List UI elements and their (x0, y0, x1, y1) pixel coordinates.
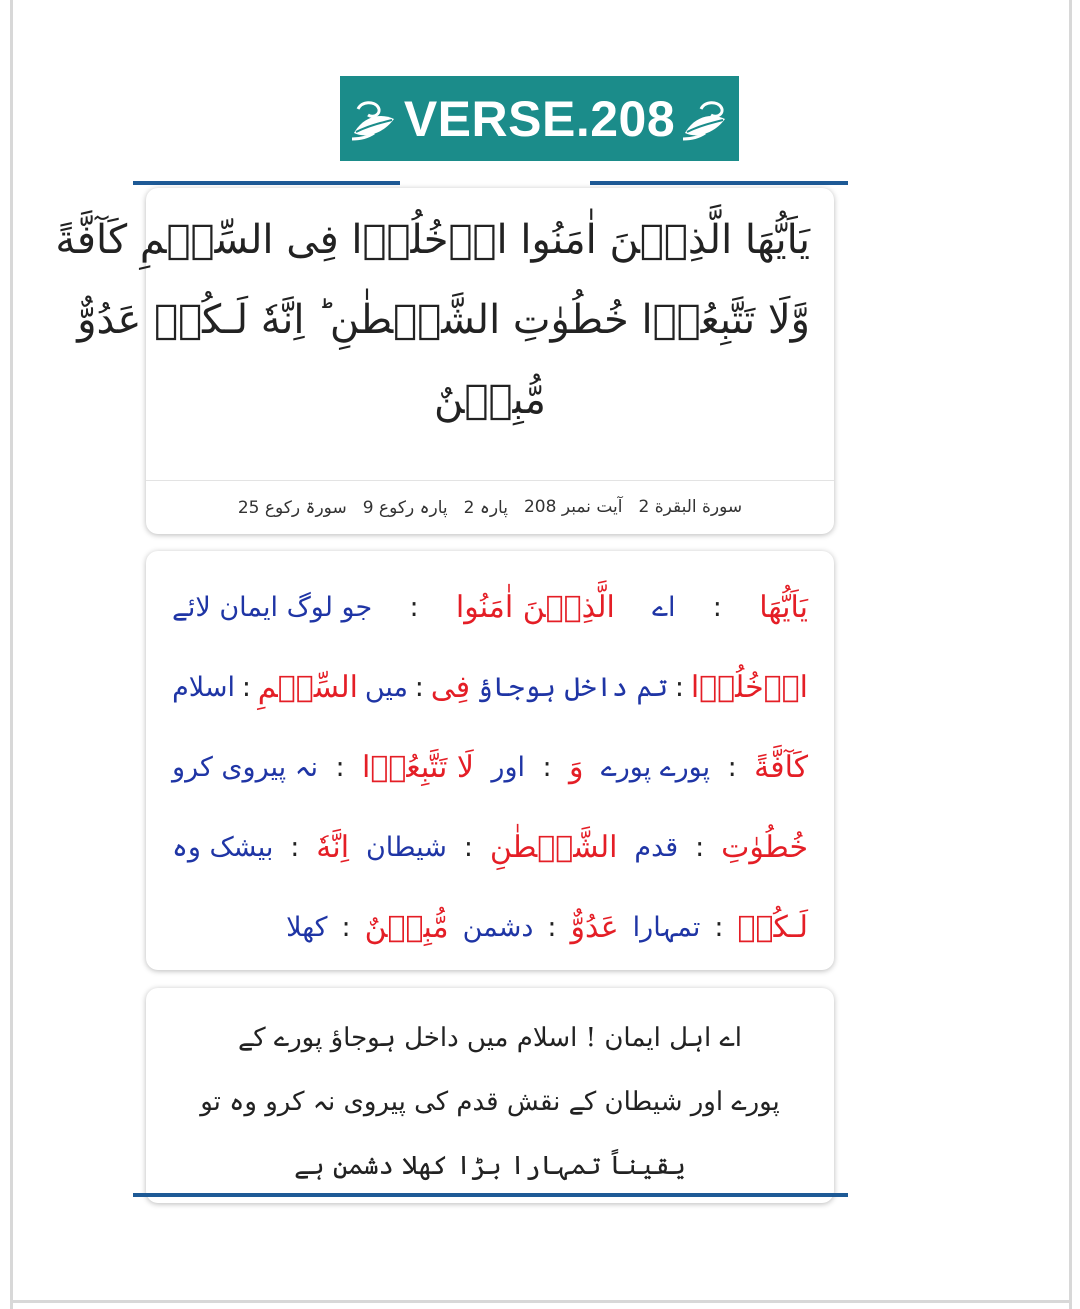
wbw-arabic: خُطُوٰتِ (721, 829, 808, 865)
wbw-separator: : (290, 831, 300, 863)
wbw-separator: : (695, 831, 705, 863)
wbw-arabic: الَّذِيۡنَ اٰمَنُوا (455, 589, 615, 625)
ref-ayat: آیت نمبر 208 (523, 497, 623, 517)
leaf-ornament-icon (679, 93, 731, 145)
leaf-ornament-icon (348, 93, 400, 145)
urdu-translation (146, 988, 834, 1198)
wbw-separator: : (414, 671, 424, 703)
wbw-line (172, 567, 808, 647)
wbw-separator: : (409, 591, 419, 623)
wbw-arabic: عَدُوٌّ (570, 909, 619, 945)
wbw-arabic: السِّلۡمِ (257, 669, 358, 705)
wbw-separator: : (712, 591, 722, 623)
wbw-line (172, 807, 808, 887)
translation-line: پورے اور شیطان کے نقش قدم کی پیروی نہ کرو وہ تو (200, 1087, 780, 1117)
wbw-separator: : (463, 831, 473, 863)
wbw-urdu: نہ پیروی کرو (172, 751, 319, 783)
wbw-urdu: بیشک وہ (172, 831, 274, 863)
verse-line: وَّلَا تَتَّبِعُوۡا خُطُوٰتِ الشَّيۡطٰنِ ؕ اِنَّهٗ لَـكُمۡ عَدُوٌّ (77, 297, 810, 343)
wbw-line (172, 647, 808, 727)
wbw-arabic: فِى (430, 669, 471, 705)
wbw-separator: : (714, 911, 724, 943)
ref-para-ruku: پارہ رکوع 9 (362, 497, 448, 518)
wbw-separator: : (335, 751, 345, 783)
wbw-arabic: الشَّيۡطٰنِ (489, 829, 618, 865)
wbw-arabic: كَآفَّةً (754, 749, 808, 785)
rule-gap (400, 181, 590, 185)
wbw-urdu: تمہارا (632, 911, 701, 943)
wbw-arabic: يَاَيُّهَا (759, 589, 808, 625)
wbw-urdu: شیطان (365, 831, 447, 863)
wbw-separator: : (674, 671, 685, 703)
wbw-urdu: دشمن (462, 911, 534, 943)
bottom-rule (133, 1193, 848, 1197)
wbw-urdu: تم داخل ہوجاؤ (476, 671, 669, 703)
page-title: VERSE.208 (403, 90, 676, 147)
ref-surah-ruku: سورۃ رکوع 25 (237, 497, 347, 518)
verse-line: يَاَيُّهَا الَّذِيۡنَ اٰمَنُوا ادۡخُلُوۡا فِى السِّلۡمِ كَآفَّةً (55, 217, 810, 263)
wbw-arabic: مُّبِيۡنٌ (364, 909, 449, 945)
card-divider (146, 480, 834, 481)
wbw-arabic: اِنَّهٗ (316, 829, 350, 865)
word-by-word-card (146, 551, 834, 970)
verse-line: مُّبِيۡنٌ (434, 377, 546, 423)
translation-line: اے اہل ایمان ! اسلام میں داخل ہوجاؤ پورے کے (238, 1023, 742, 1053)
wbw-separator: : (727, 751, 737, 783)
wbw-urdu: کھلا (286, 911, 328, 943)
arabic-verse (55, 188, 834, 440)
title-banner (340, 76, 739, 161)
verse-reference (146, 484, 834, 530)
wbw-separator: : (547, 911, 557, 943)
wbw-urdu: اور (491, 751, 525, 783)
wbw-urdu: اے (652, 591, 676, 623)
wbw-line (172, 727, 808, 807)
verse-card (55, 188, 834, 534)
wbw-urdu: میں (364, 671, 408, 703)
page-border-right (1069, 0, 1072, 1309)
wbw-urdu: اسلام (172, 671, 236, 703)
wbw-arabic: وَ (568, 749, 584, 785)
page-border-left (10, 0, 13, 1309)
wbw-separator: : (241, 671, 251, 703)
wbw-separator: : (542, 751, 552, 783)
translation-card (146, 988, 834, 1203)
wbw-arabic: ادۡخُلُوۡا (690, 669, 808, 705)
wbw-urdu: قدم (634, 831, 679, 863)
wbw-urdu: جو لوگ ایمان لائے (172, 591, 373, 623)
wbw-separator: : (341, 911, 351, 943)
ref-surah: سورة البقرة 2 (638, 497, 743, 517)
ref-para: پارہ 2 (463, 497, 508, 518)
translation-line: یقیناً تمہارا بڑا کھلا دشمن ہے (294, 1151, 686, 1181)
wbw-arabic: لَـكُمۡ (737, 909, 808, 945)
wbw-urdu: پورے پورے (600, 751, 711, 783)
page-border-bottom (10, 1300, 1072, 1303)
wbw-line (172, 887, 808, 967)
wbw-arabic: لَا تَتَّبِعُوۡا (362, 749, 474, 785)
